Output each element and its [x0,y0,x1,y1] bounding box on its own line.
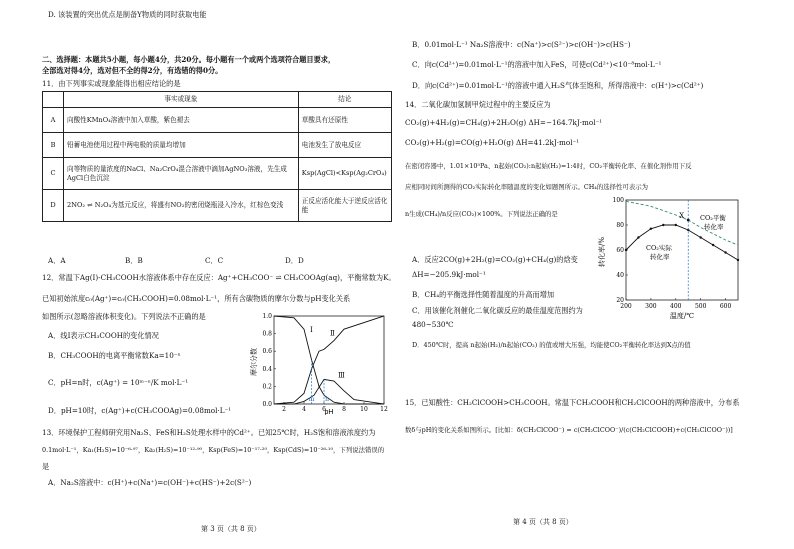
q12-option-c: C．pH=n时，c(Ag⁺) = 10ᵐ⁻ⁿ/K mol·L⁻¹ [48,378,189,387]
curve-label: Ⅰ [310,325,313,334]
x-tick-label: 400 [670,303,682,310]
mark-m-label: m [308,396,315,403]
q11-table-header [43,92,392,108]
q11-row-label: A [43,108,64,133]
q11-header-blank [43,92,64,108]
y-tick-label: 0.8 [262,330,272,338]
q14-option-c-line2: 480~530℃ [412,320,454,329]
q14-conversion-chart [596,196,746,320]
y-tick-label: 100 [612,197,624,204]
y-tick-label: 0.2 [262,383,272,391]
actual-conversion-point [637,236,639,238]
q11-option-b: B．B [125,256,143,265]
actual-conversion-point [737,259,739,261]
page-footer-left: 第 3 页（共 8 页） [201,525,261,533]
q11-option-d: D．D [285,256,304,265]
q13-option-b: B．0.01mol·L⁻¹ Na₂S溶液中：c(Na⁺)>c(S²⁻)>c(OH⁻)>c(HS⁻) [412,40,631,49]
q11-row-conclusion: 草酸具有还原性 [298,108,391,133]
x-tick-label: 12 [380,406,388,413]
q11-table [42,91,392,222]
curve-label: Ⅲ [338,371,345,380]
q13-stem-line2: 0.1mol·L⁻¹，Ka₁(H₂S)=10⁻⁶·⁹⁷，Ka₂(H₂S)=10⁻¹²·⁹⁰，Ksp(FeS)=10⁻¹⁷·²⁰，Ksp(CdS)=10⁻²⁶·¹⁰，下列说法错误的 [42,446,385,454]
actual-conversion-point [625,249,627,251]
q14-stem: 14．二氧化碳加氢制甲烷过程中的主要反应为 [405,100,551,109]
q12-option-d: D．pH=10时，c(Ag⁺)+c(CH₃COOAg)=0.08mol·L⁻¹ [48,406,232,415]
q11-option-c: C．C [205,256,224,265]
q12-option-b: B．CH₃COOH的电离平衡常数Ka=10⁻ⁿ [48,351,181,360]
y-tick-label: 40 [616,272,624,279]
q13-stem-line1: 13．环境保护工程师研究用Na₂S、FeS和H₂S处理水样中的Cd²⁺。已知25℃时，H₂S饱和溶液浓度约为 [42,428,376,437]
series-line-3 [274,379,384,404]
q11-row-conclusion: Ksp(AgCl)<Ksp(Ag₂CrO₄) [298,158,391,190]
actual-conversion-point [675,224,677,226]
q12-mole-fraction-chart [250,310,390,415]
q10-option-d: D. 该装置的突出优点是制备Y物质的同时获取电能 [48,10,207,19]
q13-stem-line3: 是 [42,462,50,471]
x-tick-label: 10 [360,406,368,413]
actual-conversion-label-1: CO₂实际 [646,244,672,252]
x-tick-label: 2 [282,406,286,413]
y-tick-label: 20 [616,297,624,304]
x-tick-label: 200 [620,303,632,310]
q11-header-fact: 事实或现象 [64,92,299,108]
plot-frame [274,316,384,404]
q12-stem-line3: 如图所示(忽略溶液体积变化)。下列说法不正确的是 [42,312,206,321]
q15-stem-line2: 数δ与pH的变化关系如图所示。[比如：δ(CH₂ClCOO⁻) = c(CH₂ClCOO⁻)/(c(CH₂ClCOOH)+c(CH₂ClCOO⁻))] [405,426,733,434]
table-row [43,133,392,158]
y-tick-label: 0.4 [262,365,272,373]
actual-conversion-point [699,236,701,238]
page-footer-right: 第 4 页（共 8 页） [513,518,573,526]
q14-paragraph-line2: 应相同时间所测得的CO₂实际转化率随温度的变化如题图所示。CH₄的选择性可表示为 [405,183,648,191]
q12-stem-line2: 已知初始浓度c₀(Ag⁺)=c₀(CH₃COOH)=0.08mol·L⁻¹，所有含碳物质的摩尔分数与pH变化关系 [42,294,351,303]
section2-title-line1: 二、选择题：本题共5小题，每小题4分，共20分。每小题有一个或两个选项符合题目要求， [42,55,336,64]
q14-option-a-line2: ΔH=−205.9kJ·mol⁻¹ [412,270,486,279]
actual-conversion-point [724,251,726,253]
q12-option-a: A．线Ⅰ表示CH₃COOH的变化情况 [48,331,159,340]
x-tick-label: 500 [694,303,707,310]
x-tick-label: 600 [719,303,732,310]
x-tick-label: 6 [322,406,326,413]
point-x-label: X [679,212,685,220]
q11-row-label: D [43,190,64,222]
x-axis-label: 温度/℃ [669,312,695,320]
mark-n-label: n [325,396,329,403]
q11-stem: 11．由下列事实或现象能得出相应结论的是 [42,79,181,88]
q11-row-fact: 向等物质的量浓度的NaCl、Na₂CrO₄混合溶液中滴加AgNO₃溶液，先生成AgCl白色沉淀 [64,158,299,190]
y-tick-label: 1.0 [262,313,272,320]
actual-conversion-label-2: 转化率 [650,253,670,261]
x-tick-label: 8 [342,406,346,413]
x-tick-label: 4 [302,406,306,413]
q14-option-c-line1: C．用该催化剂催化二氧化碳反应的最佳温度范围约为 [412,306,583,315]
q11-option-a: A．A [48,256,66,265]
actual-conversion-point [662,224,664,226]
q11-row-label: C [43,158,64,190]
series-line-2 [274,316,384,404]
q11-row-fact: 2NO₂ ⇌ N₂O₄为基元反应，将盛有NO₂的密闭烧瓶浸入冷水，红棕色变浅 [64,190,299,222]
q11-row-fact: 向酸性KMnO₄溶液中加入草酸，紫色褪去 [64,108,299,133]
actual-conversion-point [712,244,714,246]
y-axis-label: 摩尔分数 [251,348,258,376]
q14-paragraph-line1: 在密闭容器中，1.01×10⁵Pa、n起始(CO₂):n起始(H₂)=1:4时，CO₂平衡转化率、在催化剂作用下反 [405,162,692,170]
q14-option-b: B．CH₄的平衡选择性随着温度的升高而增加 [412,290,555,299]
y-tick-label: 0.6 [262,348,272,356]
series-line-1 [274,316,384,404]
q11-row-conclusion: 正反应活化能大于逆反应活化能 [298,190,391,222]
table-row [43,190,392,222]
q13-option-d: D．向c(Cd²⁺)=0.01mol·L⁻¹的溶液中通入H₂S气体至饱和，所得溶液中：c(H⁺)>c(Cd²⁺) [412,81,704,90]
x-axis-label: pH [324,409,334,415]
y-axis-label: 转化率/% [598,236,606,268]
q11-row-fact: 铅蓄电池使用过程中两电极的质量均增加 [64,133,299,158]
table-row [43,108,392,133]
x-tick-label: 300 [645,303,657,310]
table-row [43,158,392,190]
curve-label: Ⅱ [330,329,335,338]
q14-option-a-line1: A．反应2CO(g)+2H₂(g)=CO₂(g)+CH₄(g)的焓变 [412,255,578,264]
eq-conversion-label-2: 转化率 [704,223,724,231]
q13-option-c: C．向c(Cd²⁺)=0.01mol·L⁻¹的溶液中加入FeS，可使c(Cd²⁺)<10⁻⁸mol·L⁻¹ [412,60,662,69]
q11-row-label: B [43,133,64,158]
section2-title-line2: 全部选对得4分，选对但不全的得2分，有选错的得0分。 [42,66,223,75]
q11-header-conclusion: 结论 [298,92,391,108]
y-tick-label: 80 [616,222,624,229]
y-tick-label: 0.0 [262,401,272,408]
q11-row-conclusion: 电池发生了放电反应 [298,133,391,158]
q14-selectivity-formula: n生成(CH₄)/n反应(CO₂)×100%。下列说法正确的是 [405,210,558,218]
q12-stem-line1: 12．常温下Ag(Ⅰ)-CH₃COOH水溶液体系中存在反应：Ag⁺+CH₃COO⁻ ⇌ CH₃COOAg(aq)，平衡常数为K。 [42,273,396,282]
q14-equation-1: CO₂(g)+4H₂(g)=CH₄(g)+2H₂O(g) ΔH=−164.7kJ·mol⁻¹ [405,118,603,127]
actual-conversion-point [650,228,652,230]
y-tick-label: 60 [616,247,624,254]
q13-option-a: A．Na₂S溶液中：c(H⁺)+c(Na⁺)=c(OH⁻)+c(HS⁻)+2c(S²⁻) [48,478,252,487]
eq-conversion-label-1: CO₂平衡 [700,214,726,222]
point-x [687,219,690,222]
q15-stem-line1: 15．已知酸性：CH₂ClCOOH>CH₃COOH。常温下CH₃COOH和CH₂ClCOOH的两种溶液中，分布系 [405,398,740,407]
q14-option-d: D．450℃时，提高 n起始(H₂)/n起始(CO₂) 的值或增大压强，均能使CO₂平衡转化率达到X点的值 [412,341,691,349]
q14-equation-2: CO₂(g)+H₂(g)=CO(g)+H₂O(g) ΔH=41.2kJ·mol⁻¹ [405,138,580,147]
